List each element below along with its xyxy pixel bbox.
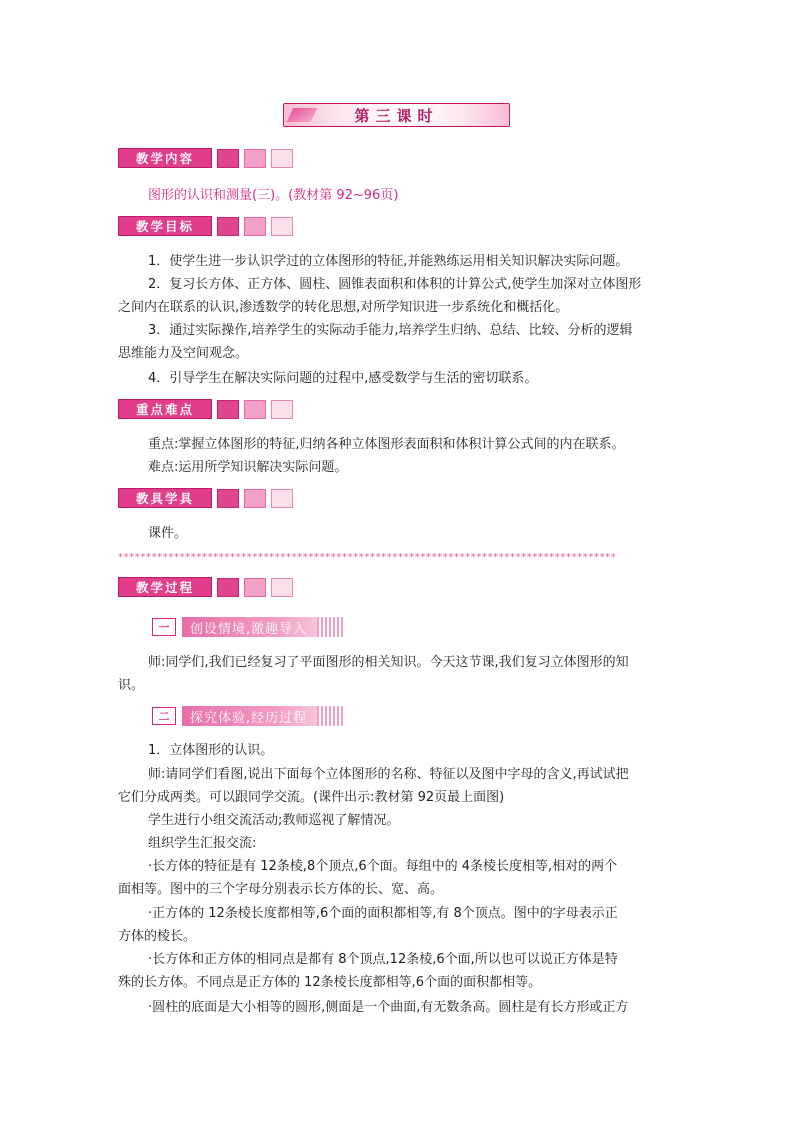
difficult-point: 难点:运用所学知识解决实际问题。 (148, 460, 348, 475)
subsection-number: 一 (152, 618, 176, 636)
section-label: 教具学具 (118, 488, 212, 508)
header-square-decoration (271, 217, 293, 236)
paragraph-line: 组织学生汇报交流: (148, 836, 257, 851)
header-square-decoration (271, 400, 293, 419)
section-header-process (118, 577, 293, 597)
title-decoration (287, 108, 318, 122)
paragraph-line: ·长方体和正方体的相同点是都有 8个顶点,12条棱,6个面,所以也可以说正方体是特 (148, 952, 618, 967)
content-text: 图形的认识和测量(三)。(教材第 92~96页) (148, 188, 399, 203)
header-square-decoration (271, 149, 293, 168)
paragraph-line: 1．立体图形的认识。 (148, 743, 274, 758)
header-square-decoration (271, 578, 293, 597)
paragraph-line: 识。 (118, 678, 145, 693)
paragraph-line: 殊的长方体。不同点是正方体的 12条棱长度都相等,6个面的面积都相等。 (118, 975, 542, 990)
goal-line: 1．使学生进一步认识学过的立体图形的特征,并能熟练运用相关知识解决实际问题。 (148, 254, 629, 269)
header-square-decoration (217, 578, 239, 597)
star-separator: ***************************************************************************************** (118, 552, 617, 563)
section-label: 教学内容 (118, 148, 212, 168)
paragraph-line: 学生进行小组交流活动;教师巡视了解情况。 (148, 813, 400, 828)
lesson-title-banner (283, 103, 510, 127)
subsection-title: 创设情境,激趣导入 (182, 617, 317, 637)
goal-line: 3．通过实际操作,培养学生的实际动手能力,培养学生归纳、总结、比较、分析的逻辑 (148, 323, 633, 338)
subsection-number: 二 (152, 707, 176, 725)
header-square-decoration (244, 400, 266, 419)
tools-text: 课件。 (148, 526, 188, 541)
paragraph-line: ·正方体的 12条棱长度都相等,6个面的面积都相等,有 8个顶点。图中的字母表示正 (148, 906, 618, 921)
paragraph-line: ·圆柱的底面是大小相等的圆形,侧面是一个曲面,有无数条高。圆柱是有长方形或正方 (148, 1000, 629, 1015)
paragraph-line: ·长方体的特征是有 12条棱,8个顶点,6个面。每组中的 4条棱长度相等,相对的两个 (148, 859, 618, 874)
header-square-decoration (244, 149, 266, 168)
header-square-decoration (244, 489, 266, 508)
stripe-decoration (317, 706, 343, 726)
goal-line: 思维能力及空间观念。 (118, 346, 249, 361)
section-label: 教学目标 (118, 216, 212, 236)
goal-line: 之间内在联系的认识,渗透数学的转化思想,对所学知识进一步系统化和概括化。 (118, 300, 569, 315)
section-header-goals (118, 216, 293, 236)
subsection-title: 探究体验,经历过程 (182, 706, 317, 726)
paragraph-line: 它们分成两类。可以跟同学交流。(课件出示:教材第 92页最上面图) (118, 790, 505, 805)
section-header-tools (118, 488, 293, 508)
section-header-key-points (118, 399, 293, 419)
header-square-decoration (217, 149, 239, 168)
header-square-decoration (271, 489, 293, 508)
important-point: 重点:掌握立体图形的特征,归纳各种立体图形表面积和体积计算公式间的内在联系。 (148, 437, 625, 452)
lesson-title: 第三课时 (354, 106, 439, 125)
section-header-content (118, 148, 293, 168)
section-label: 重点难点 (118, 399, 212, 419)
paragraph-line: 方体的棱长。 (118, 929, 197, 944)
header-square-decoration (244, 578, 266, 597)
header-square-decoration (217, 217, 239, 236)
header-square-decoration (217, 489, 239, 508)
header-square-decoration (217, 400, 239, 419)
subsection-header-2 (152, 705, 343, 727)
goal-line: 2．复习长方体、正方体、圆柱、圆锥表面积和体积的计算公式,使学生加深对立体图形 (148, 277, 642, 292)
header-square-decoration (244, 217, 266, 236)
goal-line: 4．引导学生在解决实际问题的过程中,感受数学与生活的密切联系。 (148, 371, 538, 386)
paragraph-line: 师:请同学们看图,说出下面每个立体图形的名称、特征以及图中字母的含义,再试试把 (148, 767, 629, 782)
paragraph-line: 师:同学们,我们已经复习了平面图形的相关知识。今天这节课,我们复习立体图形的知 (148, 655, 629, 670)
paragraph-line: 面相等。图中的三个字母分别表示长方体的长、宽、高。 (118, 882, 444, 897)
stripe-decoration (317, 617, 343, 637)
subsection-header-1 (152, 616, 343, 638)
section-label: 教学过程 (118, 577, 212, 597)
